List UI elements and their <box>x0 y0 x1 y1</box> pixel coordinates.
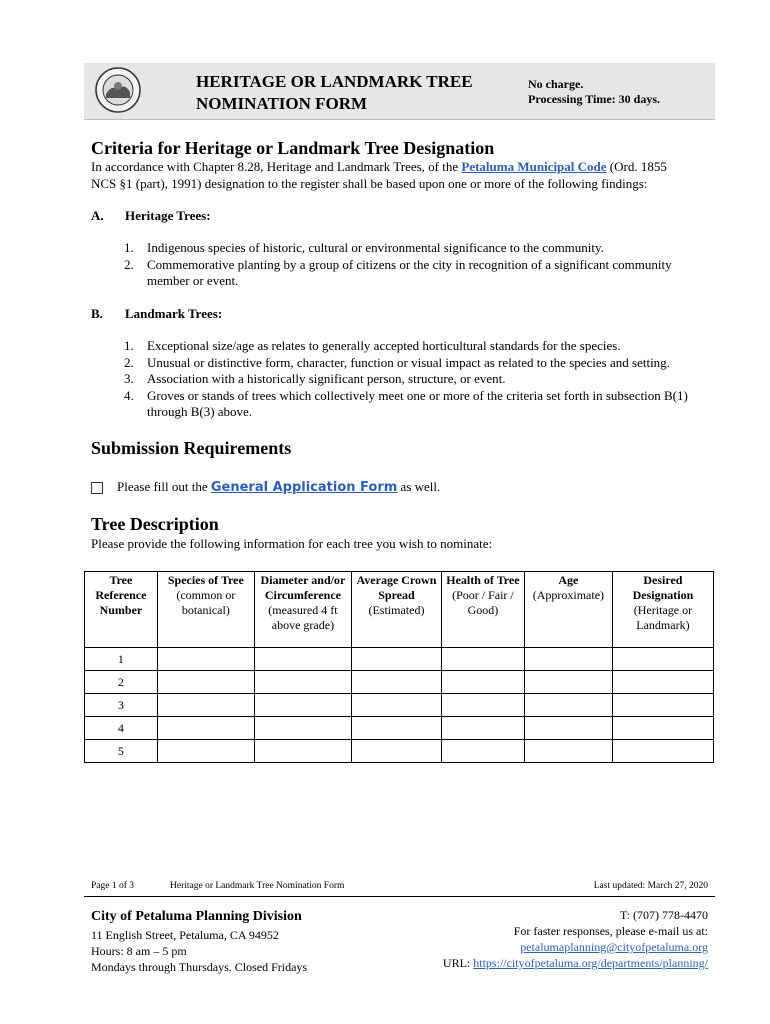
crown-cell[interactable] <box>351 717 441 740</box>
col-health: Health of Tree (Poor / Fair / Good) <box>441 572 524 648</box>
diameter-cell[interactable] <box>254 694 351 717</box>
list-item: 2. Commemorative planting by a group of citizens or the city in recognition of a significant community member or event. <box>124 256 672 288</box>
phone: T: (707) 778-4470 <box>619 908 708 922</box>
table-row <box>85 671 714 694</box>
section-b-letter: B. <box>91 306 103 321</box>
tree-table <box>84 571 714 763</box>
tree-description-intro: Please provide the following information for each tree you wish to nominate: <box>91 536 493 551</box>
criteria-heading: Criteria for Heritage or Landmark Tree Designation <box>91 138 495 158</box>
crown-cell[interactable] <box>351 648 441 671</box>
row-number: 1 <box>85 648 158 671</box>
faster-response-text: For faster responses, please e-mail us at: <box>513 924 708 938</box>
submission-heading: Submission Requirements <box>91 438 292 458</box>
email-link[interactable]: petalumaplanning@cityofpetaluma.org <box>520 940 708 954</box>
designation-cell[interactable] <box>612 648 713 671</box>
health-cell[interactable] <box>441 694 524 717</box>
table-row <box>85 717 714 740</box>
list-item: 1. Indigenous species of historic, cultural or environmental significance to the community. <box>124 240 604 255</box>
table-row <box>85 740 714 763</box>
heritage-criteria-list <box>124 240 717 290</box>
section-a-title: Heritage Trees: <box>125 208 211 223</box>
designation-cell[interactable] <box>612 717 713 740</box>
list-item: 3. Association with a historically significant person, structure, or event. <box>124 371 506 386</box>
contact-block: T: (707) 778-4470 For faster responses, please e-mail us at: petalumaplanning@cityofpetaluma.org URL: https://cityofpetaluma.org/departments/planning/ <box>442 908 708 970</box>
diameter-cell[interactable] <box>254 717 351 740</box>
health-cell[interactable] <box>441 717 524 740</box>
office-hours: Hours: 8 am – 5 pm <box>91 944 187 958</box>
processing-time: Processing Time: 30 days. <box>528 92 661 106</box>
designation-cell[interactable] <box>612 671 713 694</box>
footer-form-name: Heritage or Landmark Tree Nomination Form <box>170 881 345 891</box>
row-number: 2 <box>85 671 158 694</box>
table-row <box>85 694 714 717</box>
crown-cell[interactable] <box>351 671 441 694</box>
age-cell[interactable] <box>524 648 612 671</box>
last-updated: Last updated: March 27, 2020 <box>593 881 708 891</box>
criteria-intro: In accordance with Chapter 8.28, Heritage and Landmark Trees, of the Petaluma Municipal Code (Ord. 1855 NCS §1 (part), 1991) designation to the register shall be based upon one or more of the following findings: <box>91 159 667 191</box>
row-number: 4 <box>85 717 158 740</box>
col-age: Age (Approximate) <box>524 572 612 648</box>
list-item: 4. Groves or stands of trees which collectively meet one or more of the criteria set forth in subsection B(1) through B(3) above. <box>124 387 688 419</box>
age-cell[interactable] <box>524 671 612 694</box>
charge-text: No charge. <box>528 77 584 91</box>
col-tree-reference: Tree Reference Number <box>85 572 158 648</box>
list-item: 2. Unusual or distinctive form, character, function or visual impact as related to the species and setting. <box>124 354 670 370</box>
health-cell[interactable] <box>441 671 524 694</box>
table-row <box>85 648 714 671</box>
municipal-code-link[interactable]: Petaluma Municipal Code <box>461 159 607 174</box>
health-cell[interactable] <box>441 648 524 671</box>
street-address: 11 English Street, Petaluma, CA 94952 <box>91 928 279 942</box>
city-seal-logo <box>94 66 142 114</box>
species-cell[interactable] <box>157 694 254 717</box>
age-cell[interactable] <box>524 717 612 740</box>
species-cell[interactable] <box>157 740 254 763</box>
list-item: 1. Exceptional size/age as relates to generally accepted horticultural standards for the species. <box>124 338 621 353</box>
col-designation: Desired Designation (Heritage or Landmark) <box>612 572 713 648</box>
city-division-name: City of Petaluma Planning Division <box>91 909 302 924</box>
footer-divider <box>84 896 715 897</box>
health-cell[interactable] <box>441 740 524 763</box>
city-address-block <box>91 927 307 975</box>
section-a-letter: A. <box>91 208 104 223</box>
species-cell[interactable] <box>157 671 254 694</box>
form-title: HERITAGE OR LANDMARK TREE NOMINATION FORM <box>196 72 473 113</box>
office-days: Mondays through Thursdays. Closed Fridays <box>91 960 308 974</box>
form-header <box>84 63 715 120</box>
row-number: 3 <box>85 694 158 717</box>
section-b-title: Landmark Trees: <box>125 306 223 321</box>
diameter-cell[interactable] <box>254 671 351 694</box>
crown-cell[interactable] <box>351 740 441 763</box>
planning-url-link[interactable]: https://cityofpetaluma.org/departments/planning/ <box>473 956 708 970</box>
species-cell[interactable] <box>157 648 254 671</box>
col-species: Species of Tree (common or botanical) <box>157 572 254 648</box>
col-diameter: Diameter and/or Circumference (measured 4 ft above grade) <box>254 572 351 648</box>
age-cell[interactable] <box>524 740 612 763</box>
tree-description-heading: Tree Description <box>91 514 219 534</box>
submission-text: Please fill out the General Application Form as well. <box>117 479 441 495</box>
table-header-row <box>85 572 714 648</box>
row-number: 5 <box>85 740 158 763</box>
diameter-cell[interactable] <box>254 740 351 763</box>
crown-cell[interactable] <box>351 694 441 717</box>
age-cell[interactable] <box>524 694 612 717</box>
landmark-criteria-list <box>124 338 717 421</box>
general-application-checkbox[interactable] <box>91 482 103 494</box>
designation-cell[interactable] <box>612 694 713 717</box>
designation-cell[interactable] <box>612 740 713 763</box>
col-crown-spread: Average Crown Spread (Estimated) <box>351 572 441 648</box>
general-application-form-link[interactable]: General Application Form <box>210 480 398 495</box>
fee-info <box>528 77 660 107</box>
species-cell[interactable] <box>157 717 254 740</box>
diameter-cell[interactable] <box>254 648 351 671</box>
page-number: Page 1 of 3 <box>91 881 135 891</box>
